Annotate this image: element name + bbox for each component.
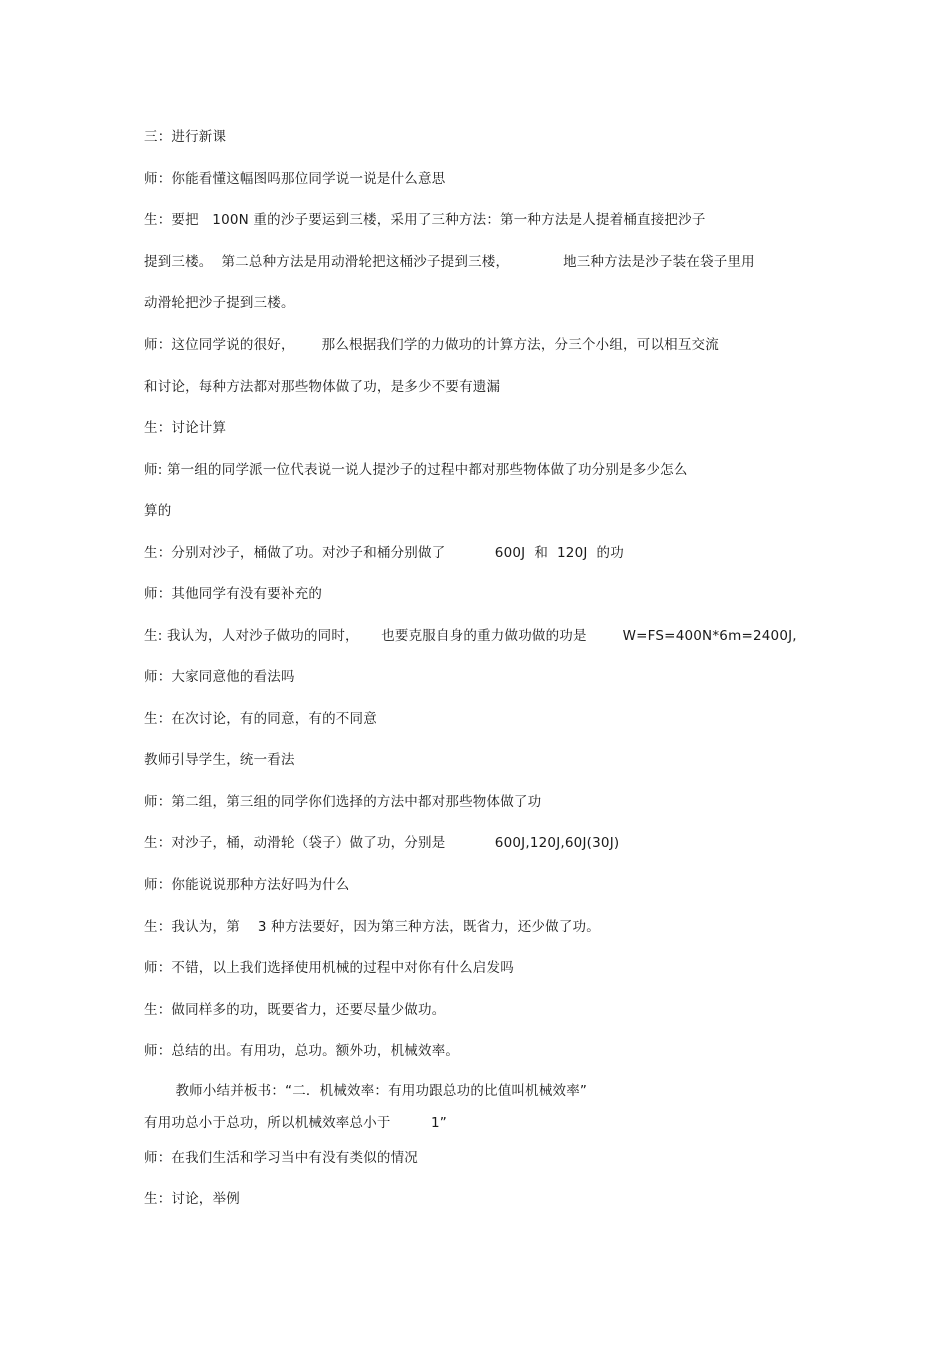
text-line: 生：讨论计算	[144, 420, 227, 436]
text-line: 生：做同样多的功，既要省力，还要尽量少做功。	[144, 1002, 446, 1018]
text-line: 生：在次讨论，有的同意，有的不同意	[144, 711, 377, 727]
text-line: 师：大家同意他的看法吗	[144, 669, 295, 685]
text-line: 生：分别对沙子，桶做了功。对沙子和桶分别做了 600J 和 120J 的功	[144, 545, 624, 561]
text-line: 提到三楼。 第二总种方法是用动滑轮把这桶沙子提到三楼， 地三种方法是沙子装在袋子里用	[144, 254, 755, 270]
text-line: 师：总结的出。有用功，总功。额外功，机械效率。	[144, 1043, 460, 1059]
text-line: 和讨论，每种方法都对那些物体做了功，是多少不要有遗漏	[144, 379, 501, 395]
text-line: 师：第二组，第三组的同学你们选择的方法中都对那些物体做了功	[144, 794, 542, 810]
text-line: 三：进行新课	[144, 129, 227, 145]
text-line: 生：要把 100N 重的沙子要运到三楼，采用了三种方法：第一种方法是人提着桶直接把沙子	[144, 212, 706, 228]
text-line: 教师小结并板书：“二．机械效率：有用功跟总功的比值叫机械效率”	[144, 1083, 588, 1099]
text-line: 师：在我们生活和学习当中有没有类似的情况	[144, 1150, 418, 1166]
text-line: 师：其他同学有没有要补充的	[144, 586, 323, 602]
text-line: 动滑轮把沙子提到三楼。	[144, 295, 295, 311]
text-line: 生: 我认为，人对沙子做功的同时， 也要克服自身的重力做功做的功是 W=FS=400N*6m=2400J,	[144, 628, 797, 644]
text-line: 师：这位同学说的很好， 那么根据我们学的力做功的计算方法，分三个小组，可以相互交流	[144, 337, 719, 353]
text-line: 算的	[144, 503, 172, 519]
text-line: 教师引导学生，统一看法	[144, 752, 295, 768]
text-line: 师: 第一组的同学派一位代表说一说人提沙子的过程中都对那些物体做了功分别是多少怎么	[144, 462, 688, 478]
text-line: 生：对沙子，桶，动滑轮（袋子）做了功，分别是 600J,120J,60J(30J)	[144, 835, 620, 851]
text-line: 有用功总小于总功，所以机械效率总小于 1”	[144, 1115, 448, 1131]
text-line: 师：不错，以上我们选择使用机械的过程中对你有什么启发吗	[144, 960, 514, 976]
text-line: 师：你能说说那种方法好吗为什么	[144, 877, 350, 893]
text-line: 生：我认为，第 3 种方法要好，因为第三种方法，既省力，还少做了功。	[144, 919, 600, 935]
text-line: 师：你能看懂这幅图吗那位同学说一说是什么意思	[144, 171, 446, 187]
text-line: 生：讨论，举例	[144, 1191, 240, 1207]
